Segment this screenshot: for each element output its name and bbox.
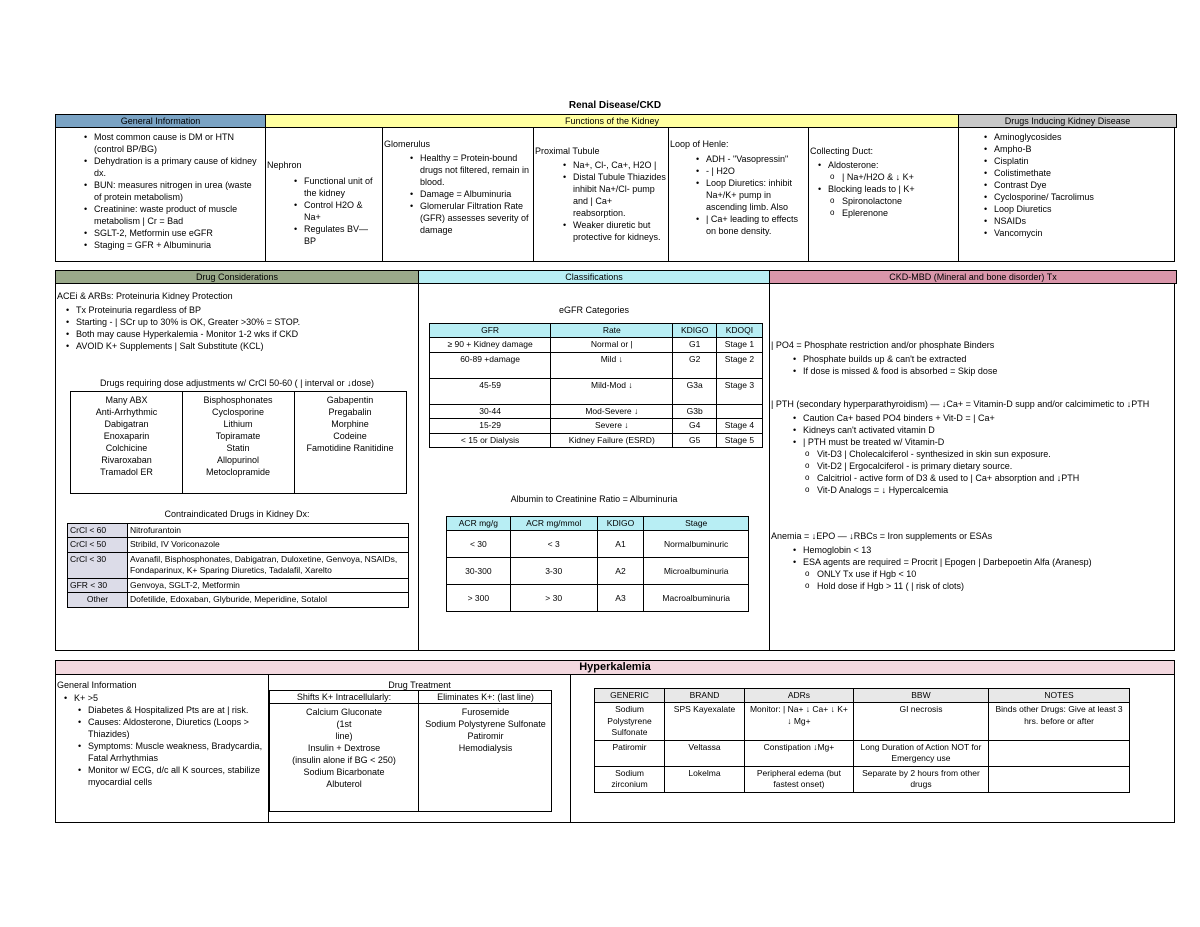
list-item: • Creatinine: waste product of muscle metabolism | Cr = Bad bbox=[82, 203, 260, 227]
list-item: o | Na+/H2O & ↓ K+ bbox=[816, 171, 956, 183]
list-item: • Phosphate builds up & can't be extracted bbox=[791, 353, 1171, 365]
list-item: • Loop Diuretics bbox=[982, 203, 1172, 215]
table-cell: BRAND bbox=[665, 689, 745, 703]
list-item: • Regulates BV—BP bbox=[292, 223, 380, 247]
collecting-title: Collecting Duct: bbox=[810, 146, 874, 156]
general-info-header: General Information bbox=[55, 114, 266, 128]
list-item: • Diabetes & Hospitalized Pts are at | risk. bbox=[62, 704, 267, 716]
list-item: • AVOID K+ Supplements | Salt Substitute (KCL) bbox=[64, 340, 414, 352]
table-cell: KDIGO bbox=[673, 324, 717, 338]
table-cell: Veltassa bbox=[665, 740, 745, 766]
list-item: • Starting - | SCr up to 30% is OK, Greater >30% = STOP. bbox=[64, 316, 414, 328]
table-cell: Metoclopramide bbox=[205, 467, 271, 477]
list-item: • Symptoms: Muscle weakness, Bradycardia, Fatal Arrhythmias bbox=[62, 740, 267, 764]
list-item: • Both may cause Hyperkalemia - Monitor 1-2 wks if CKD bbox=[64, 328, 414, 340]
table-header-row bbox=[447, 517, 749, 531]
hyperkalemia-header: Hyperkalemia bbox=[55, 660, 1175, 675]
table-cell: Anti-Arrhythmic bbox=[95, 407, 158, 417]
henle-title: Loop of Henle: bbox=[670, 139, 729, 149]
list-item: o Spironolactone bbox=[816, 195, 956, 207]
table-cell: Hemodialysis bbox=[458, 743, 513, 753]
table-cell: ACR mg/mmol bbox=[510, 517, 597, 531]
table-cell: G4 bbox=[673, 419, 717, 433]
list-item: o Vit-D3 | Cholecalciferol - synthesized in skin sun exposure. bbox=[791, 448, 1171, 460]
table-cell: 30-44 bbox=[430, 404, 551, 418]
glomerulus-list bbox=[408, 152, 530, 236]
list-item: • If dose is missed & food is absorbed = Skip dose bbox=[791, 365, 1171, 377]
table-cell: 45-59 bbox=[430, 378, 551, 404]
table-cell: ADRs bbox=[745, 689, 854, 703]
hyperkalemia-section bbox=[55, 660, 1175, 823]
table-cell: Sodium Bicarbonate bbox=[303, 767, 385, 777]
table-cell: A2 bbox=[597, 558, 644, 585]
table-row bbox=[595, 703, 1130, 740]
table-cell: SPS Kayexalate bbox=[665, 703, 745, 740]
dose-table bbox=[70, 391, 407, 494]
table-cell: KDIGO bbox=[597, 517, 644, 531]
list-item: • ADH - "Vasopressin" bbox=[694, 153, 806, 165]
list-item: • - | H2O bbox=[694, 165, 806, 177]
list-item: • Weaker diuretic but protective for kidneys. bbox=[561, 219, 666, 243]
table-cell: Microalbuminuria bbox=[644, 558, 749, 585]
general-info-list bbox=[82, 131, 260, 251]
acr-title: Albumin to Creatinine Ratio = Albuminuria bbox=[510, 494, 678, 504]
table-cell: Codeine bbox=[333, 431, 367, 441]
egfr-title: eGFR Categories bbox=[558, 305, 630, 315]
list-item: • Cyclosporine/ Tacrolimus bbox=[982, 191, 1172, 203]
list-item: • Monitor w/ ECG, d/c all K sources, stabilize myocardial cells bbox=[62, 764, 267, 788]
table-cell: 30-300 bbox=[447, 558, 511, 585]
table-cell: GFR < 30 bbox=[68, 578, 128, 592]
table-cell: Patiromir bbox=[467, 731, 504, 741]
table-cell: CrCl < 50 bbox=[68, 538, 128, 552]
shifts-title: Shifts K+ Intracellularly: bbox=[296, 692, 392, 702]
table-cell: Mod-Severe ↓ bbox=[551, 404, 673, 418]
table-cell: CrCl < 60 bbox=[68, 524, 128, 538]
dose-col3 bbox=[294, 394, 406, 454]
eliminates-title: Eliminates K+: (last line) bbox=[437, 692, 534, 702]
table-cell: < 3 bbox=[510, 531, 597, 558]
table-cell: Kidney Failure (ESRD) bbox=[551, 433, 673, 447]
table-row bbox=[447, 558, 749, 585]
hyper-gen-title: General Information bbox=[57, 680, 137, 690]
table-row bbox=[430, 352, 763, 378]
list-item: • ESA agents are required = Procrit | Epogen | Darbepoetin Alfa (Aranesp) bbox=[791, 556, 1171, 568]
list-item: • | Ca+ leading to effects on bone density. bbox=[694, 213, 806, 237]
table-cell: Rate bbox=[551, 324, 673, 338]
table-cell: Pregabalin bbox=[328, 407, 372, 417]
dose-title: Drugs requiring dose adjustments w/ CrCl 50-60 ( | interval or ↓dose) bbox=[100, 378, 374, 388]
list-item: o ONLY Tx use if Hgb < 10 bbox=[791, 568, 1171, 580]
table-cell: Albuterol bbox=[326, 779, 362, 789]
table-cell: (insulin alone if BG < 250) bbox=[292, 755, 396, 765]
contra-table bbox=[67, 523, 409, 608]
list-item: • Glomerular Filtration Rate (GFR) assesses severity of damage bbox=[408, 200, 530, 236]
mid-section bbox=[55, 270, 1175, 651]
table-cell: Separate by 2 hours from other drugs bbox=[853, 766, 988, 792]
table-cell: Normal or | bbox=[551, 338, 673, 352]
po4-title: | PO4 = Phosphate restriction and/or phosphate Binders bbox=[771, 340, 995, 350]
table-cell: Genvoya, SGLT-2, Metformin bbox=[128, 578, 409, 592]
po4-list bbox=[791, 353, 1171, 377]
table-cell: > 30 bbox=[510, 585, 597, 612]
table-cell bbox=[716, 404, 762, 418]
table-cell: Sodium Polystyrene Sulfonate bbox=[595, 703, 665, 740]
table-cell: GENERIC bbox=[595, 689, 665, 703]
henle-list bbox=[694, 153, 806, 237]
table-cell: ≥ 90 + Kidney damage bbox=[430, 338, 551, 352]
table-cell: Allopurinol bbox=[216, 455, 260, 465]
table-cell: Mild ↓ bbox=[551, 352, 673, 378]
drugs-inducing-list bbox=[982, 131, 1172, 239]
table-cell: Colchicine bbox=[105, 443, 148, 453]
list-item: o Hold dose if Hgb > 11 ( | risk of clots) bbox=[791, 580, 1171, 592]
nephron-list bbox=[292, 175, 380, 247]
table-header-row bbox=[595, 689, 1130, 703]
table-cell: Avanafil, Bisphosphonates, Dabigatran, Duloxetine, Genvoya, NSAIDs, Fondaparinux, K+ Sparing Diuretics, Tadalafil, Xarelto bbox=[128, 552, 409, 578]
list-item: • Functional unit of the kidney bbox=[292, 175, 380, 199]
nephron-title: Nephron bbox=[267, 160, 302, 170]
list-item: • Healthy = Protein-bound drugs not filtered, remain in blood. bbox=[408, 152, 530, 188]
table-cell: Lokelma bbox=[665, 766, 745, 792]
table-cell: Monitor: | Na+ ↓ Ca+ ↓ K+ ↓ Mg+ bbox=[745, 703, 854, 740]
list-item: • Colistimethate bbox=[982, 167, 1172, 179]
table-cell bbox=[989, 740, 1130, 766]
table-cell: Stage 3 bbox=[716, 378, 762, 404]
table-row bbox=[68, 552, 409, 578]
table-row bbox=[430, 404, 763, 418]
list-item: • Distal Tubule Thiazides inhibit Na+/Cl- pump and | Ca+ reabsorption. bbox=[561, 171, 666, 219]
eliminates-list bbox=[418, 706, 553, 754]
list-item: • Blocking leads to | K+ bbox=[816, 183, 956, 195]
table-cell: Morphine bbox=[331, 419, 369, 429]
table-cell: Stage 4 bbox=[716, 419, 762, 433]
table-cell: 60-89 +damage bbox=[430, 352, 551, 378]
list-item: • Damage = Albuminuria bbox=[408, 188, 530, 200]
list-item: o Vit-D Analogs = ↓ Hypercalcemia bbox=[791, 484, 1171, 496]
table-cell: Rivaroxaban bbox=[101, 455, 152, 465]
table-cell: Insulin + Dextrose bbox=[307, 743, 381, 753]
table-cell: Famotidine Ranitidine bbox=[306, 443, 394, 453]
table-cell bbox=[989, 766, 1130, 792]
table-cell: GFR bbox=[430, 324, 551, 338]
contra-title: Contraindicated Drugs in Kidney Dx: bbox=[164, 509, 310, 519]
table-row bbox=[430, 378, 763, 404]
table-cell: Patiromir bbox=[595, 740, 665, 766]
table-row bbox=[430, 419, 763, 433]
list-item: o Vit-D2 | Ergocalciferol - is primary dietary source. bbox=[791, 460, 1171, 472]
table-cell: Bisphosphonates bbox=[203, 395, 273, 405]
table-cell: Constipation ↓Mg+ bbox=[745, 740, 854, 766]
table-cell: Dabigatran bbox=[104, 419, 149, 429]
table-cell: < 15 or Dialysis bbox=[430, 433, 551, 447]
pth-list bbox=[791, 412, 1171, 496]
proximal-list bbox=[561, 159, 666, 243]
list-item: • BUN: measures nitrogen in urea (waste of protein metabolism) bbox=[82, 179, 260, 203]
table-row bbox=[430, 338, 763, 352]
table-cell: Statin bbox=[226, 443, 250, 453]
table-cell: Many ABX bbox=[105, 395, 148, 405]
list-item: • SGLT-2, Metformin use eGFR bbox=[82, 227, 260, 239]
table-cell: Macroalbuminuria bbox=[644, 585, 749, 612]
list-item: • Hemoglobin < 13 bbox=[791, 544, 1171, 556]
page-title: Renal Disease/CKD bbox=[568, 100, 662, 111]
table-cell: CrCl < 30 bbox=[68, 552, 128, 578]
table-cell: Severe ↓ bbox=[551, 419, 673, 433]
table-cell: G3b bbox=[673, 404, 717, 418]
list-item: • K+ >5 bbox=[62, 692, 267, 704]
drug-treatment-title: Drug Treatment bbox=[388, 680, 451, 690]
table-cell: A1 bbox=[597, 531, 644, 558]
shifts-list bbox=[270, 706, 418, 790]
collecting-list bbox=[816, 159, 956, 219]
table-cell: KDOQI bbox=[716, 324, 762, 338]
acei-title: ACEi & ARBs: Proteinuria Kidney Protection bbox=[57, 291, 233, 301]
table-row bbox=[68, 593, 409, 607]
list-item: • Loop Diuretics: inhibit Na+/K+ pump in ascending limb. Also bbox=[694, 177, 806, 213]
list-item: • Kidneys can't activated vitamin D bbox=[791, 424, 1171, 436]
table-row bbox=[68, 538, 409, 552]
table-cell: Cyclosporine bbox=[211, 407, 265, 417]
table-cell: Calcium Gluconate bbox=[305, 707, 383, 717]
table-cell: Long Duration of Action NOT for Emergency use bbox=[853, 740, 988, 766]
table-cell: ACR mg/g bbox=[447, 517, 511, 531]
list-item: • Most common cause is DM or HTN (control BP/BG) bbox=[82, 131, 260, 155]
table-cell: G1 bbox=[673, 338, 717, 352]
table-row bbox=[595, 740, 1130, 766]
acr-table bbox=[446, 516, 749, 612]
list-item: • | PTH must be treated w/ Vitamin-D bbox=[791, 436, 1171, 448]
table-row bbox=[68, 578, 409, 592]
drugs-inducing-header: Drugs Inducing Kidney Disease bbox=[958, 114, 1177, 128]
k-binders-table bbox=[594, 688, 1130, 793]
table-cell: A3 bbox=[597, 585, 644, 612]
list-item: • Aldosterone: bbox=[816, 159, 956, 171]
list-item: o Calcitriol - active form of D3 & used to | Ca+ absorption and ↓PTH bbox=[791, 472, 1171, 484]
table-cell: 15-29 bbox=[430, 419, 551, 433]
table-cell: Stage 1 bbox=[716, 338, 762, 352]
top-section bbox=[55, 114, 1175, 262]
table-cell: Tramadol ER bbox=[100, 467, 153, 477]
table-cell: Dofetilide, Edoxaban, Glyburide, Meperidine, Sotalol bbox=[128, 593, 409, 607]
table-cell: > 300 bbox=[447, 585, 511, 612]
list-item: • NSAIDs bbox=[982, 215, 1172, 227]
table-cell: Other bbox=[68, 593, 128, 607]
table-row bbox=[447, 531, 749, 558]
table-header-row bbox=[430, 324, 763, 338]
list-item: • Causes: Aldosterone, Diuretics (Loops > Thiazides) bbox=[62, 716, 267, 740]
list-item: • Contrast Dye bbox=[982, 179, 1172, 191]
list-item: • Staging = GFR + Albuminuria bbox=[82, 239, 260, 251]
table-cell: Lithium bbox=[223, 419, 253, 429]
drug-considerations-header: Drug Considerations bbox=[55, 270, 419, 284]
table-row bbox=[447, 585, 749, 612]
table-cell: < 30 bbox=[447, 531, 511, 558]
table-cell: 3-30 bbox=[510, 558, 597, 585]
table-cell: GI necrosis bbox=[853, 703, 988, 740]
list-item: • Dehydration is a primary cause of kidney dx. bbox=[82, 155, 260, 179]
table-cell: Stage bbox=[644, 517, 749, 531]
list-item: • Caution Ca+ based PO4 binders + Vit-D = | Ca+ bbox=[791, 412, 1171, 424]
hyper-gen-list bbox=[62, 692, 267, 788]
table-cell: Furosemide bbox=[461, 707, 510, 717]
table-cell: Mild-Mod ↓ bbox=[551, 378, 673, 404]
ckd-mbd-header: CKD-MBD (Mineral and bone disorder) Tx bbox=[769, 270, 1177, 284]
table-cell: Sodium Polystyrene Sulfonate bbox=[425, 719, 546, 729]
table-cell: Normalbuminuric bbox=[644, 531, 749, 558]
anemia-title: Anemia = ↓EPO — ↓RBCs = Iron supplements or ESAs bbox=[771, 531, 993, 541]
list-item: • Vancomycin bbox=[982, 227, 1172, 239]
table-cell: G5 bbox=[673, 433, 717, 447]
table-cell: BBW bbox=[853, 689, 988, 703]
table-row bbox=[595, 766, 1130, 792]
table-cell: Topiramate bbox=[215, 431, 261, 441]
table-cell: Sodium zirconium bbox=[595, 766, 665, 792]
anemia-list bbox=[791, 544, 1171, 592]
table-row bbox=[68, 524, 409, 538]
table-cell: Gabapentin bbox=[326, 395, 374, 405]
egfr-table bbox=[429, 323, 763, 448]
dose-col1 bbox=[71, 394, 182, 478]
list-item: • Na+, Cl-, Ca+, H2O | bbox=[561, 159, 666, 171]
table-row bbox=[430, 433, 763, 447]
table-cell: Stage 5 bbox=[716, 433, 762, 447]
table-cell: G2 bbox=[673, 352, 717, 378]
table-cell: Peripheral edema (but fastest onset) bbox=[745, 766, 854, 792]
acei-list bbox=[64, 304, 414, 352]
dose-col2 bbox=[182, 394, 294, 478]
table-cell: Stage 2 bbox=[716, 352, 762, 378]
list-item: • Cisplatin bbox=[982, 155, 1172, 167]
list-item: • Tx Proteinuria regardless of BP bbox=[64, 304, 414, 316]
list-item: • Aminoglycosides bbox=[982, 131, 1172, 143]
classifications-header: Classifications bbox=[418, 270, 770, 284]
table-cell: G3a bbox=[673, 378, 717, 404]
table-cell: Stribild, IV Voriconazole bbox=[128, 538, 409, 552]
table-cell: Enoxaparin bbox=[103, 431, 150, 441]
glomerulus-title: Glomerulus bbox=[384, 139, 431, 149]
pth-title: | PTH (secondary hyperparathyroidism) — ↓Ca+ = Vitamin-D supp and/or calcimimetic to ↓PTH bbox=[771, 399, 1150, 409]
list-item: • Ampho-B bbox=[982, 143, 1172, 155]
table-cell: (1st bbox=[336, 719, 352, 729]
list-item: • Control H2O & Na+ bbox=[292, 199, 380, 223]
list-item: o Eplerenone bbox=[816, 207, 956, 219]
table-cell: NOTES bbox=[989, 689, 1130, 703]
functions-header: Functions of the Kidney bbox=[265, 114, 959, 128]
table-cell: line) bbox=[335, 731, 353, 741]
table-cell: Binds other Drugs: Give at least 3 hrs. before or after bbox=[989, 703, 1130, 740]
treatment-table bbox=[269, 690, 552, 812]
table-cell: Nitrofurantoin bbox=[128, 524, 409, 538]
proximal-title: Proximal Tubule bbox=[535, 146, 600, 156]
